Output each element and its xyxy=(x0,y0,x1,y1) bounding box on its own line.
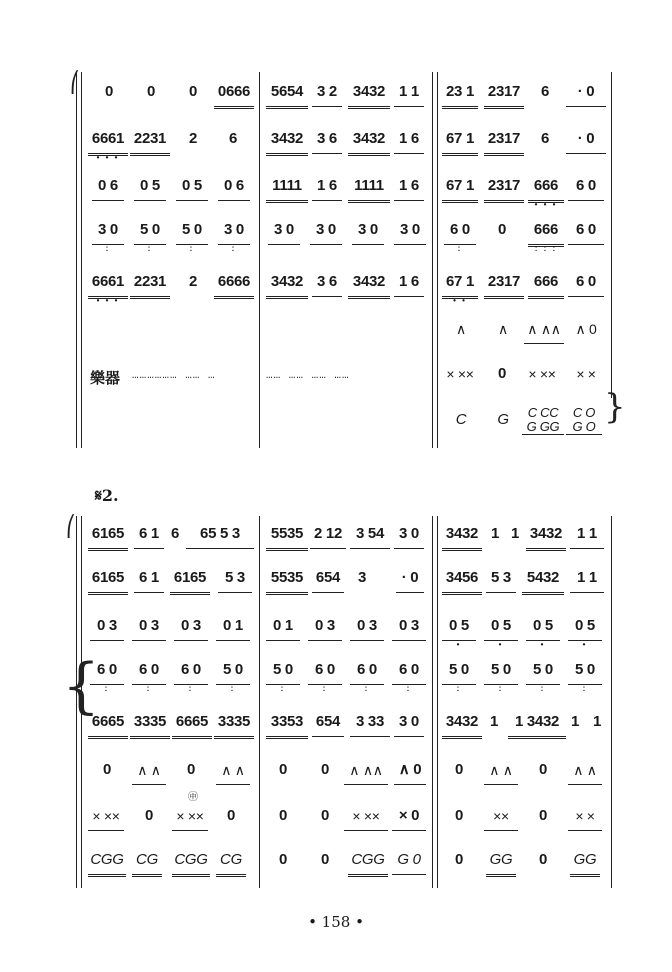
percussion-group: 0 xyxy=(538,807,548,824)
note-group: 3 0 xyxy=(394,216,426,245)
note-group: 1 xyxy=(510,525,520,542)
note-group: 0 6 xyxy=(92,172,124,201)
note-group: 6 0 : xyxy=(444,216,476,245)
note-group: 3 2 xyxy=(312,78,342,107)
note-group: 3432 xyxy=(348,268,390,299)
octave-dots: : xyxy=(498,684,504,693)
note-group: 1 6 xyxy=(312,172,342,201)
note-group: 0666 xyxy=(214,78,254,109)
staff-row xyxy=(0,360,672,400)
note-group: 0 5 • xyxy=(442,612,476,641)
note-group: 0 6 xyxy=(218,172,250,201)
accent-group: 0 xyxy=(102,761,112,778)
staff-row xyxy=(0,125,672,165)
note-group: 6 0 : xyxy=(90,656,124,685)
note-group: 0 3 xyxy=(392,612,426,641)
note-group: 5432 xyxy=(522,564,564,595)
staff-row xyxy=(0,268,672,308)
note-group: 2317 xyxy=(484,172,524,203)
percussion-group: 0 xyxy=(454,807,464,824)
accent-group: ∧ xyxy=(456,321,466,337)
octave-dots: : xyxy=(406,684,412,693)
note-group: 0 5 • xyxy=(484,612,518,641)
note-group: 0 3 xyxy=(90,612,124,641)
staff-row xyxy=(0,315,672,355)
note-group: 2231 xyxy=(130,268,170,299)
note-group: 3432 xyxy=(266,125,308,156)
note-group: 3 54 xyxy=(350,520,390,549)
instrument-label: 樂器 xyxy=(90,370,121,387)
note-group: 6 0 xyxy=(568,268,604,297)
system-brace: { xyxy=(62,651,101,721)
dotted-leader: ……………… …… … xyxy=(132,370,216,382)
percussion-group: × × xyxy=(568,802,602,831)
segno-mark: 𝄋2. xyxy=(95,486,119,505)
note-group: 3432 xyxy=(442,708,482,739)
note-group: 6666 xyxy=(214,268,254,299)
accent-group: ∧ ∧∧ xyxy=(524,315,564,344)
note-group: 1 6 xyxy=(394,172,424,201)
note-group: 2317 xyxy=(484,125,524,156)
octave-dots: : xyxy=(280,684,286,693)
staff-row xyxy=(0,520,672,560)
system-bracket: ⎛ xyxy=(66,514,76,538)
note-group: 6 1 xyxy=(134,520,164,549)
staff-row xyxy=(0,846,672,886)
octave-dots: • • xyxy=(453,296,467,305)
note-group: 3432 xyxy=(442,520,482,551)
percussion-group: 0 xyxy=(278,807,288,824)
note-group: 1111 xyxy=(266,172,308,203)
note-group: · 0 xyxy=(566,125,606,154)
closing-brace: } xyxy=(604,387,626,427)
octave-dots: • • • xyxy=(96,153,120,162)
cymbal-group: CG xyxy=(132,846,162,877)
note-group: 23 1 xyxy=(442,78,478,109)
note-group: 6165 xyxy=(170,564,210,595)
note-group: 1 1 xyxy=(570,520,604,549)
note-group: 67 1 • • xyxy=(442,268,478,299)
octave-dots: : xyxy=(104,684,110,693)
note-group: 0 xyxy=(146,83,156,100)
percussion-group: × 0 xyxy=(392,802,426,831)
note-group: 1 xyxy=(489,713,499,730)
staff-row xyxy=(0,78,672,118)
note-group: · 0 xyxy=(396,564,424,593)
octave-dots: : xyxy=(457,244,463,253)
note-group: 0 xyxy=(104,83,114,100)
note-group: 0 3 xyxy=(174,612,208,641)
note-group: 0 5 • xyxy=(526,612,560,641)
note-group: 5 0 : xyxy=(526,656,560,685)
percussion-group: 0 xyxy=(226,807,236,824)
note-group: 3432 xyxy=(348,78,390,109)
staff-row xyxy=(0,216,672,256)
note-group: 1 6 xyxy=(394,268,424,297)
note-group: 3 0 : xyxy=(218,216,250,245)
note-group: 5535 xyxy=(266,520,308,551)
percussion-group: × ×× xyxy=(172,802,208,831)
cymbal-group: C xyxy=(455,411,467,428)
octave-dots: : xyxy=(147,244,153,253)
note-group: 67 1 xyxy=(442,125,478,156)
percussion-group: × × xyxy=(576,366,596,382)
note-group: 0 5 • xyxy=(568,612,602,641)
staff-row xyxy=(0,564,672,604)
cymbal-group: GG xyxy=(570,846,600,877)
note-group: 3432 xyxy=(526,520,566,551)
score-system-2 xyxy=(0,516,672,888)
octave-dots: • xyxy=(498,640,504,649)
accent-group: ∧ ∧ xyxy=(568,756,602,785)
octave-dots: : xyxy=(188,684,194,693)
note-group: 3 33 xyxy=(350,708,390,737)
note-group: 6 1 xyxy=(134,564,164,593)
note-group: 1111 xyxy=(348,172,390,203)
note-group: 6661 • • • xyxy=(88,268,128,299)
note-group: 2231 xyxy=(130,125,170,156)
note-group: 3353 xyxy=(266,708,308,739)
note-group: 5 3 xyxy=(486,564,516,593)
percussion-group: ×× xyxy=(484,802,518,831)
staff-row xyxy=(0,756,672,796)
note-group: 1 xyxy=(570,713,580,730)
note-group: 2317 xyxy=(484,78,524,109)
cymbal-group: CGG xyxy=(88,846,126,877)
accent-group: 0 xyxy=(186,761,196,778)
note-group: 3432 xyxy=(266,268,308,299)
note-group: 3432 xyxy=(348,125,390,156)
cymbal-group: G 0 xyxy=(392,846,426,875)
octave-dots: • xyxy=(540,640,546,649)
accent-group: ∧ 0 xyxy=(575,321,597,337)
octave-dots: : xyxy=(231,244,237,253)
note-group: 6 xyxy=(228,130,238,147)
note-group: 0 xyxy=(188,83,198,100)
percussion-group: 0 xyxy=(497,365,507,382)
note-group: 3456 xyxy=(442,564,482,595)
octave-dots: : xyxy=(146,684,152,693)
cymbal-group: CGG xyxy=(172,846,210,877)
note-group: 0 5 xyxy=(176,172,208,201)
octave-dots: : xyxy=(456,684,462,693)
note-group: 1 3432 xyxy=(508,708,566,739)
octave-dots: : xyxy=(582,684,588,693)
score-system-1 xyxy=(0,72,672,448)
note-group: 6665 xyxy=(88,708,128,739)
cymbal-group: C CC G GG xyxy=(522,406,564,435)
note-group: 1 xyxy=(592,713,602,730)
cymbal-group: C O G O xyxy=(566,406,602,435)
cymbal-group: 0 xyxy=(278,851,288,868)
note-group: 3 0 xyxy=(394,520,424,549)
note-group: 65 5 3 xyxy=(186,520,254,549)
note-group: 3 xyxy=(357,569,367,586)
accent-group: ∧ xyxy=(498,321,508,337)
octave-dots: : xyxy=(540,684,546,693)
octave-dots: : : : xyxy=(534,244,558,253)
note-group: 6665 xyxy=(172,708,212,739)
note-group: 0 xyxy=(497,221,507,238)
note-group: 666 : : : xyxy=(528,216,564,247)
note-group: 5 0 : xyxy=(216,656,250,685)
percussion-group: × ×× xyxy=(446,366,474,382)
staff-row xyxy=(0,656,672,696)
note-group: 2 12 xyxy=(310,520,346,549)
octave-dots: : xyxy=(322,684,328,693)
note-group: 6 0 : xyxy=(132,656,166,685)
note-group: 2 xyxy=(188,273,198,290)
percussion-group: × ×× xyxy=(344,802,388,831)
staff-row xyxy=(0,708,672,748)
cymbal-group: G xyxy=(497,411,509,428)
accent-group: ∧ 0 xyxy=(394,756,426,785)
note-group: 3 0 xyxy=(310,216,342,245)
note-group: 3 0 xyxy=(352,216,384,245)
note-group: 666 xyxy=(528,268,564,299)
note-group: 6 0 : xyxy=(174,656,208,685)
staff-row xyxy=(0,612,672,652)
note-group: 6 0 xyxy=(568,172,604,201)
octave-dots: • • • xyxy=(534,200,558,209)
note-group: 5 0 : xyxy=(134,216,166,245)
system-bracket: ⎛ xyxy=(70,70,80,94)
note-group: 1 xyxy=(490,525,500,542)
note-group: 5654 xyxy=(266,78,308,109)
accent-group: ∧ ∧ xyxy=(216,756,250,785)
note-group: 6661 • • • xyxy=(88,125,128,156)
accent-group: 0 xyxy=(278,761,288,778)
octave-dots: • • • xyxy=(96,296,120,305)
note-group: 6 0 xyxy=(568,216,604,245)
dotted-leader: …… …… …… …… xyxy=(266,370,350,382)
note-group: 0 1 xyxy=(266,612,300,641)
percussion-group: × ×× xyxy=(528,366,556,382)
note-group: 666 • • • xyxy=(528,172,564,203)
note-group: 6 xyxy=(540,83,550,100)
note-group: 1 6 xyxy=(394,125,424,154)
cymbal-group: CGG xyxy=(348,846,388,877)
note-group: 6165 xyxy=(88,564,128,595)
note-group: 0 3 xyxy=(350,612,384,641)
octave-dots: • xyxy=(582,640,588,649)
note-group: 0 1 xyxy=(216,612,250,641)
note-group: 3 0 xyxy=(394,708,424,737)
accent-group: 0 xyxy=(538,761,548,778)
note-group: 0 3 xyxy=(308,612,342,641)
note-group: 5 0 : xyxy=(484,656,518,685)
note-group: 6 xyxy=(170,525,180,542)
cymbal-group: 0 xyxy=(320,851,330,868)
percussion-group: × ×× xyxy=(88,802,124,831)
cymbal-group: CG xyxy=(216,846,246,877)
note-group: 3 6 xyxy=(312,125,342,154)
percussion-group: 0 xyxy=(144,807,154,824)
note-group: 5 0 : xyxy=(568,656,602,685)
octave-dots: : xyxy=(189,244,195,253)
note-group: 0 5 xyxy=(134,172,166,201)
note-group: 3335 xyxy=(130,708,170,739)
percussion-group: 0 xyxy=(320,807,330,824)
note-group: 0 3 xyxy=(132,612,166,641)
staff-row xyxy=(0,802,672,842)
staff-row xyxy=(0,406,672,446)
note-group: 3 0 : xyxy=(92,216,124,245)
small-mark: ㊥ xyxy=(188,792,198,803)
cymbal-group: GG xyxy=(486,846,516,877)
cymbal-group: 0 xyxy=(538,851,548,868)
note-group: 6 0 : xyxy=(308,656,342,685)
note-group: 6165 xyxy=(88,520,128,551)
octave-dots: : xyxy=(364,684,370,693)
octave-dots: : xyxy=(105,244,111,253)
accent-group: ∧ ∧∧ xyxy=(344,756,388,785)
note-group: 5 0 : xyxy=(266,656,300,685)
accent-group: 0 xyxy=(454,761,464,778)
note-group: 67 1 xyxy=(442,172,478,203)
note-group: 3 6 xyxy=(312,268,342,297)
note-group: 5535 xyxy=(266,564,308,595)
cymbal-group: 0 xyxy=(454,851,464,868)
note-group: · 0 xyxy=(566,78,606,107)
note-group: 5 3 xyxy=(218,564,252,593)
note-group: 2317 xyxy=(484,268,524,299)
page-number: • 158 • xyxy=(308,913,364,931)
staff-row xyxy=(0,172,672,212)
note-group: 1 1 xyxy=(394,78,424,107)
note-group: 654 xyxy=(312,708,344,737)
accent-group: ∧ ∧ xyxy=(132,756,166,785)
note-group: 3335 xyxy=(214,708,254,739)
accent-group: ∧ ∧ xyxy=(484,756,518,785)
note-group: 5 0 : xyxy=(442,656,476,685)
note-group: 6 xyxy=(540,130,550,147)
note-group: 6 0 : xyxy=(350,656,384,685)
note-group: 6 0 : xyxy=(392,656,426,685)
note-group: 2 xyxy=(188,130,198,147)
note-group: 1 1 xyxy=(570,564,604,593)
note-group: 654 xyxy=(312,564,344,593)
octave-dots: : xyxy=(230,684,236,693)
note-group: 5 0 : xyxy=(176,216,208,245)
note-group: 3 0 xyxy=(268,216,300,245)
octave-dots: • xyxy=(456,640,462,649)
accent-group: 0 xyxy=(320,761,330,778)
